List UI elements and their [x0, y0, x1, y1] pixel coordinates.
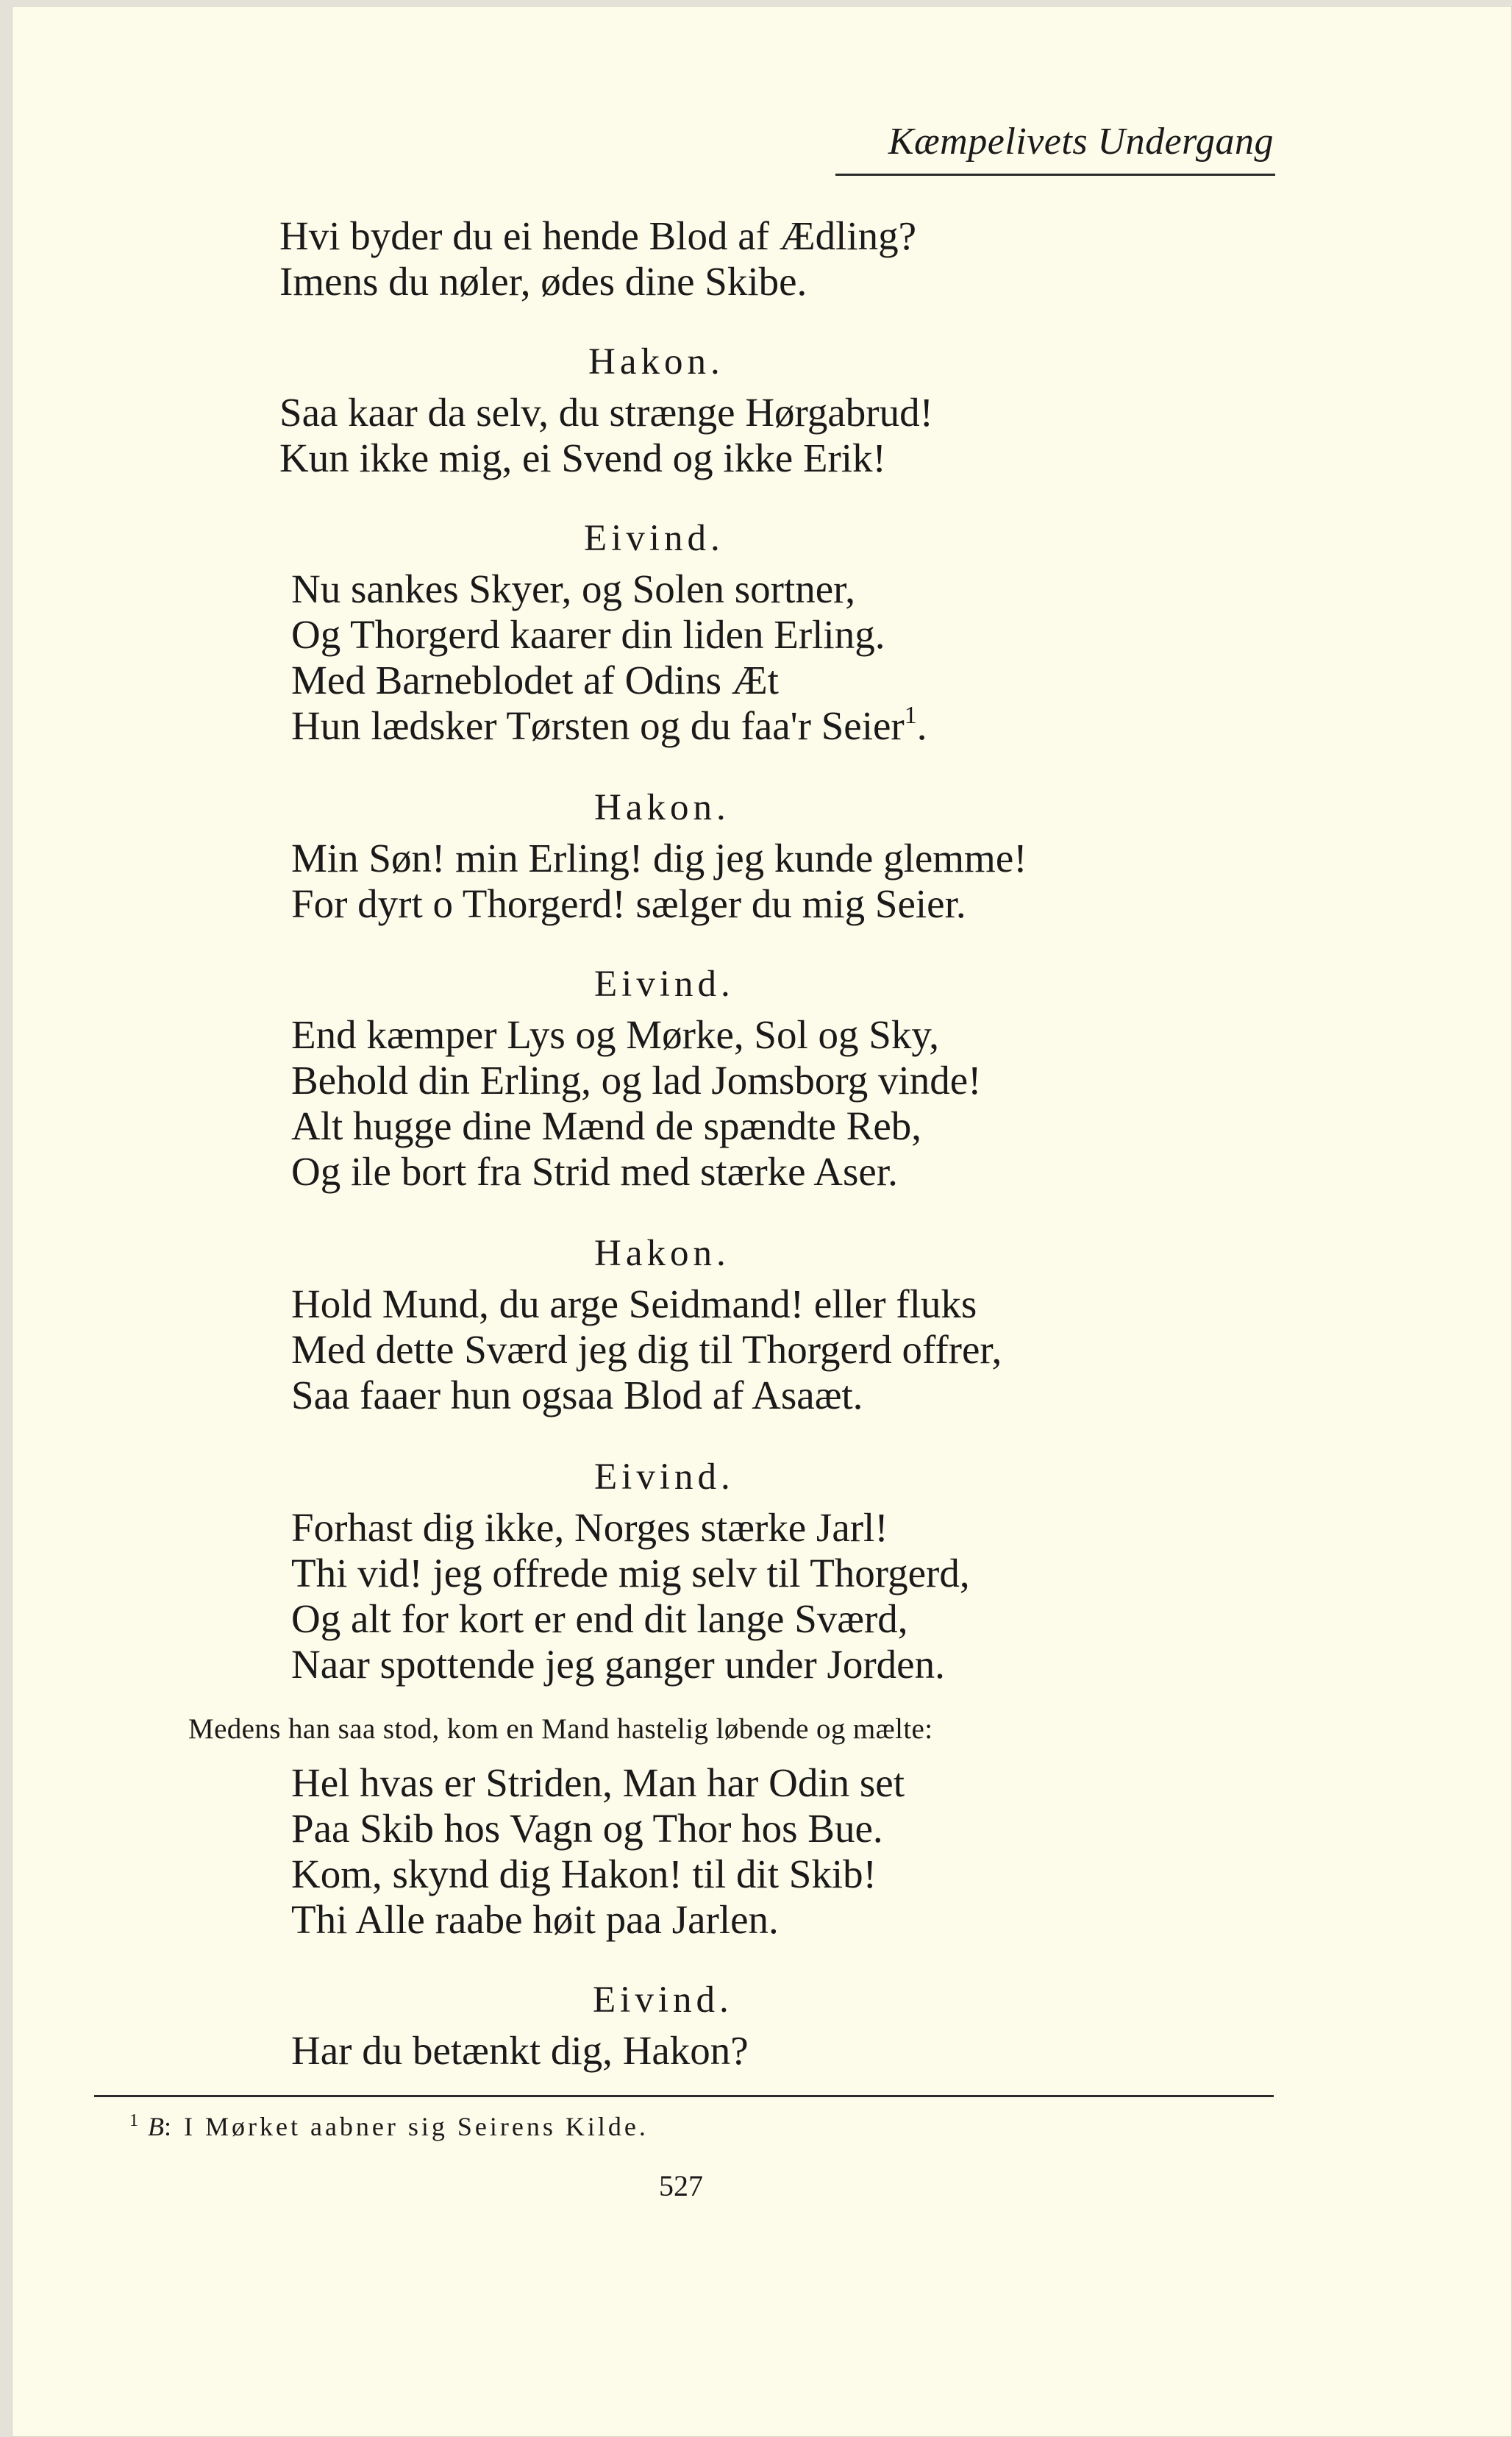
- stage-direction: Medens han saa stod, kom en Mand hastelig løbende og mælte:: [188, 1713, 933, 1745]
- verse-line: Paa Skib hos Vagn og Thor hos Bue.: [291, 1806, 883, 1851]
- speaker-name: Eivind.: [584, 518, 724, 559]
- verse-line: Og Thorgerd kaarer din liden Erling.: [291, 612, 885, 657]
- verse-line: Imens du nøler, ødes dine Skibe.: [279, 259, 807, 304]
- verse-line: End kæmper Lys og Mørke, Sol og Sky,: [291, 1012, 940, 1057]
- verse-line: Alt hugge dine Mænd de spændte Reb,: [291, 1103, 922, 1148]
- verse-line: Og alt for kort er end dit lange Sværd,: [291, 1596, 908, 1641]
- verse-line: Naar spottende jeg ganger under Jorden.: [291, 1642, 945, 1687]
- verse-line: Behold din Erling, og lad Jomsborg vinde!: [291, 1058, 982, 1103]
- verse-line: Thi vid! jeg offrede mig selv til Thorgerd,: [291, 1551, 970, 1595]
- verse-line: Nu sankes Skyer, og Solen sortner,: [291, 566, 856, 611]
- verse-text: Hun lædsker Tørsten og du faa'r Seier: [291, 703, 905, 748]
- verse-line: Kun ikke mig, ei Svend og ikke Erik!: [279, 435, 886, 480]
- verse-line: Har du betænkt dig, Hakon?: [291, 2028, 749, 2073]
- verse-line: Hold Mund, du arge Seidmand! eller fluks: [291, 1281, 977, 1326]
- verse-line: [291, 703, 927, 749]
- speaker-name: Hakon.: [594, 787, 730, 828]
- verse-line: Kom, skynd dig Hakon! til dit Skib!: [291, 1851, 877, 1896]
- speaker-name: Eivind.: [593, 1979, 733, 2021]
- footnote-number: 1: [129, 2111, 138, 2130]
- speaker-name: Hakon.: [594, 1233, 730, 1274]
- speaker-name: Eivind.: [594, 1456, 735, 1498]
- verse-line: Thi Alle raabe høit paa Jarlen.: [291, 1897, 779, 1942]
- running-header: Kæmpelivets Undergang: [888, 121, 1274, 163]
- header-rule: [835, 174, 1275, 176]
- verse-line: Og ile bort fra Strid med stærke Aser.: [291, 1149, 898, 1194]
- verse-line: For dyrt o Thorgerd! sælger du mig Seier.: [291, 881, 966, 926]
- book-page: [12, 6, 1512, 2437]
- verse-line: Med Barneblodet af Odins Æt: [291, 658, 779, 702]
- verse-line: Saa kaar da selv, du strænge Hørgabrud!: [279, 390, 933, 435]
- page-number: 527: [659, 2169, 703, 2202]
- verse-line: Saa faaer hun ogsaa Blod af Asaæt.: [291, 1373, 863, 1417]
- footnote-source: B: [148, 2112, 164, 2141]
- footnote-rule: [94, 2095, 1274, 2097]
- verse-text: .: [916, 703, 927, 748]
- verse-line: Forhast dig ikke, Norges stærke Jarl!: [291, 1505, 888, 1550]
- verse-line: Hvi byder du ei hende Blod af Ædling?: [279, 213, 917, 258]
- footnote-marker: 1: [904, 702, 917, 729]
- verse-line: Hel hvas er Striden, Man har Odin set: [291, 1760, 905, 1805]
- verse-line: Med dette Sværd jeg dig til Thorgerd offrer,: [291, 1327, 1002, 1372]
- speaker-name: Eivind.: [594, 964, 735, 1005]
- footnote: [129, 2111, 649, 2142]
- speaker-name: Hakon.: [588, 341, 724, 383]
- footnote-text: : I Mørket aabner sig Seirens Kilde.: [164, 2112, 649, 2141]
- verse-line: Min Søn! min Erling! dig jeg kunde glemme!: [291, 836, 1027, 880]
